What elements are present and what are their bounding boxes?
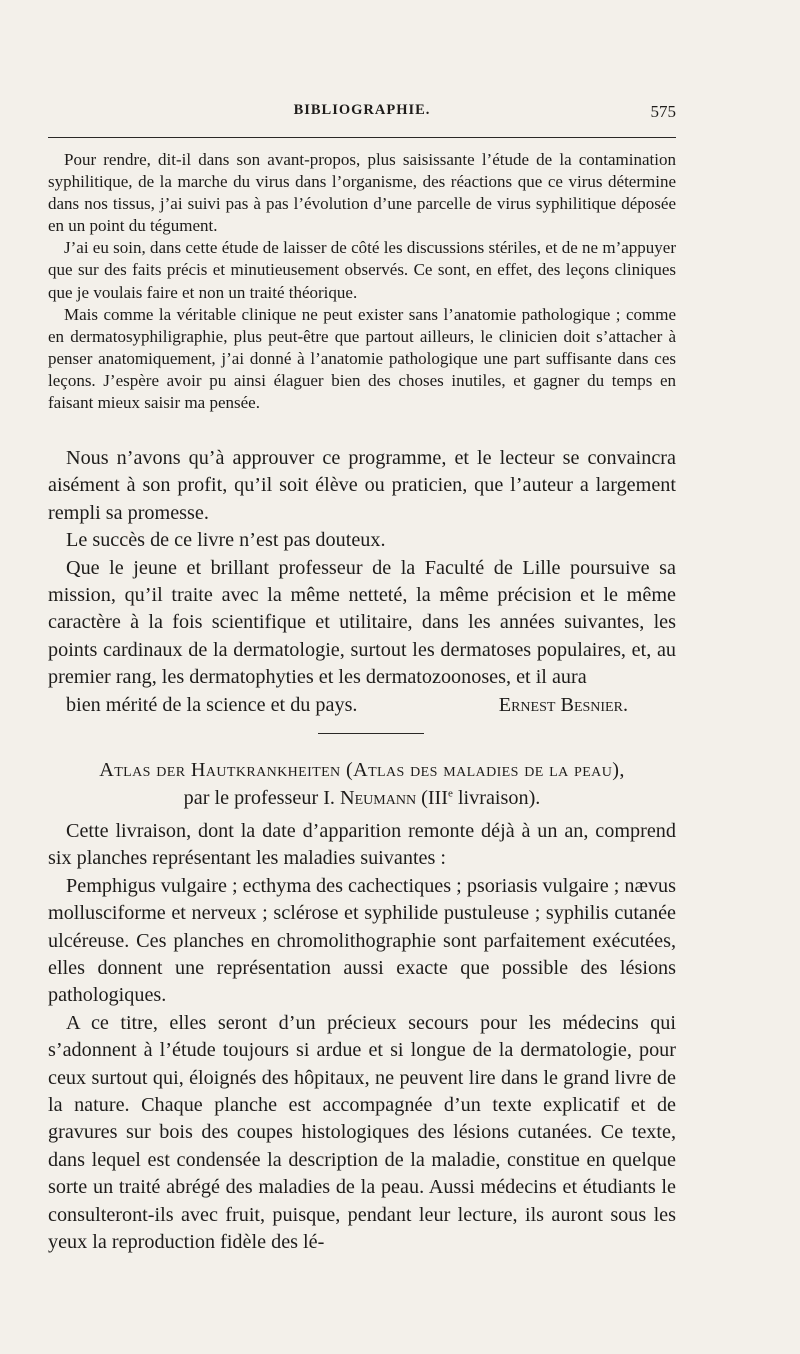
review-paragraph: Que le jeune et brillant professeur de la Faculté de Lille poursuive sa mission, qu’il traite avec la même netteté, la même précision et le même caractère à la fois scientifique et utilitaire, dans les années suivantes, les points cardinaux de la dermatologie, surtout les dermatoses populaires, et, au premier rang, les dermatophyties et les dermatozoonoses, et il aura xyxy=(48,556,676,689)
review-paragraph: Nous n’avons qu’à approuver ce programme, et le lecteur se convaincra aisément à son profit, qu’il soit élève ou praticien, que l’auteur a largement rempli sa promesse. xyxy=(48,447,676,524)
quoted-passage xyxy=(48,149,676,414)
page-number: 575 xyxy=(650,102,676,121)
header-rule xyxy=(48,137,676,138)
atlas-author-line xyxy=(48,784,676,812)
quote-paragraph: Mais comme la véritable clinique ne peut exister sans l’anatomie pathologique ; comme en dermatosyphiligraphie, plus peut-être que partout ailleurs, le clinicien doit s’attacher à penser anatomiquement, j’ai donné à l’anatomie pathologique une part suffisante dans ces leçons. J’espère avoir pu ainsi élaguer bien des choses inutiles, et gagner du temps en faisant mieux saisir ma pensée. xyxy=(48,304,676,413)
page-header xyxy=(48,102,676,126)
review-paragraph: Le succès de ce livre n’est pas douteux. xyxy=(66,529,386,552)
signature-line xyxy=(48,692,676,719)
closing-text: bien mérité de la science et du pays. xyxy=(66,693,358,716)
atlas-review-body xyxy=(48,818,676,1257)
atlas-review-heading xyxy=(48,756,676,812)
edition-superscript: e xyxy=(448,787,453,800)
edition-number: (III xyxy=(421,787,448,809)
quote-paragraph: J’ai eu soin, dans cette étude de laisser de côté les discussions stériles, et de ne m’appuyer que sur des faits précis et minutieusement observés. Ce sont, en effet, des leçons cliniques que je voulais faire et non un traité théorique. xyxy=(48,238,676,302)
author-prefix: par le professeur I. xyxy=(183,787,335,809)
edition-label: livraison). xyxy=(457,787,541,809)
atlas-title: Atlas der Hautkrankheiten (Atlas des maladies de la peau), xyxy=(99,759,625,781)
section-separator xyxy=(318,733,424,734)
besnier-review xyxy=(48,445,676,719)
review-signature: Ernest Besnier. xyxy=(498,693,628,716)
atlas-paragraph: Cette livraison, dont la date d’apparition remonte déjà à un an, comprend six planches représentant les maladies suivantes : xyxy=(48,820,676,870)
author-name: Neumann xyxy=(340,787,417,809)
atlas-paragraph: Pemphigus vulgaire ; ecthyma des cachectiques ; psoriasis vulgaire ; nævus mollusciforme et nerveux ; sclérose et syphilide pustuleuse ; syphilis cutanée ulcéreuse. Ces planches en chromolithographie sont parfaitement exécutées, elles donnent une représentation aussi exacte que possible des lésions pathologiques. xyxy=(48,874,676,1007)
quote-paragraph: Pour rendre, dit-il dans son avant-propos, plus saisissante l’étude de la contamination syphilitique, de la marche du virus dans l’organisme, des réactions que ce virus détermine dans nos tissus, j’ai suivi pas à pas l’évolution d’une parcelle de virus syphilitique déposée en un point du tégument. xyxy=(48,150,676,236)
running-title: BIBLIOGRAPHIE. xyxy=(293,102,431,118)
atlas-paragraph: A ce titre, elles seront d’un précieux secours pour les médecins qui s’adonnent à l’étude toujours si ardue et si longue de la dermatologie, pour ceux surtout qui, éloignés des hôpitaux, ne peuvent lire dans le grand livre de la nature. Chaque planche est accompagnée d’un texte explicatif et de gravures sur bois des coupes histologiques des lésions cutanées. Ce texte, dans lequel est condensée la description de la maladie, constitue en quelque sorte un traité abrégé des maladies de la peau. Aussi médecins et étudiants le consulteront-ils avec fruit, puisque, pendant leur lecture, ils auront sous les yeux la reproduction fidèle des lé- xyxy=(48,1011,676,1254)
